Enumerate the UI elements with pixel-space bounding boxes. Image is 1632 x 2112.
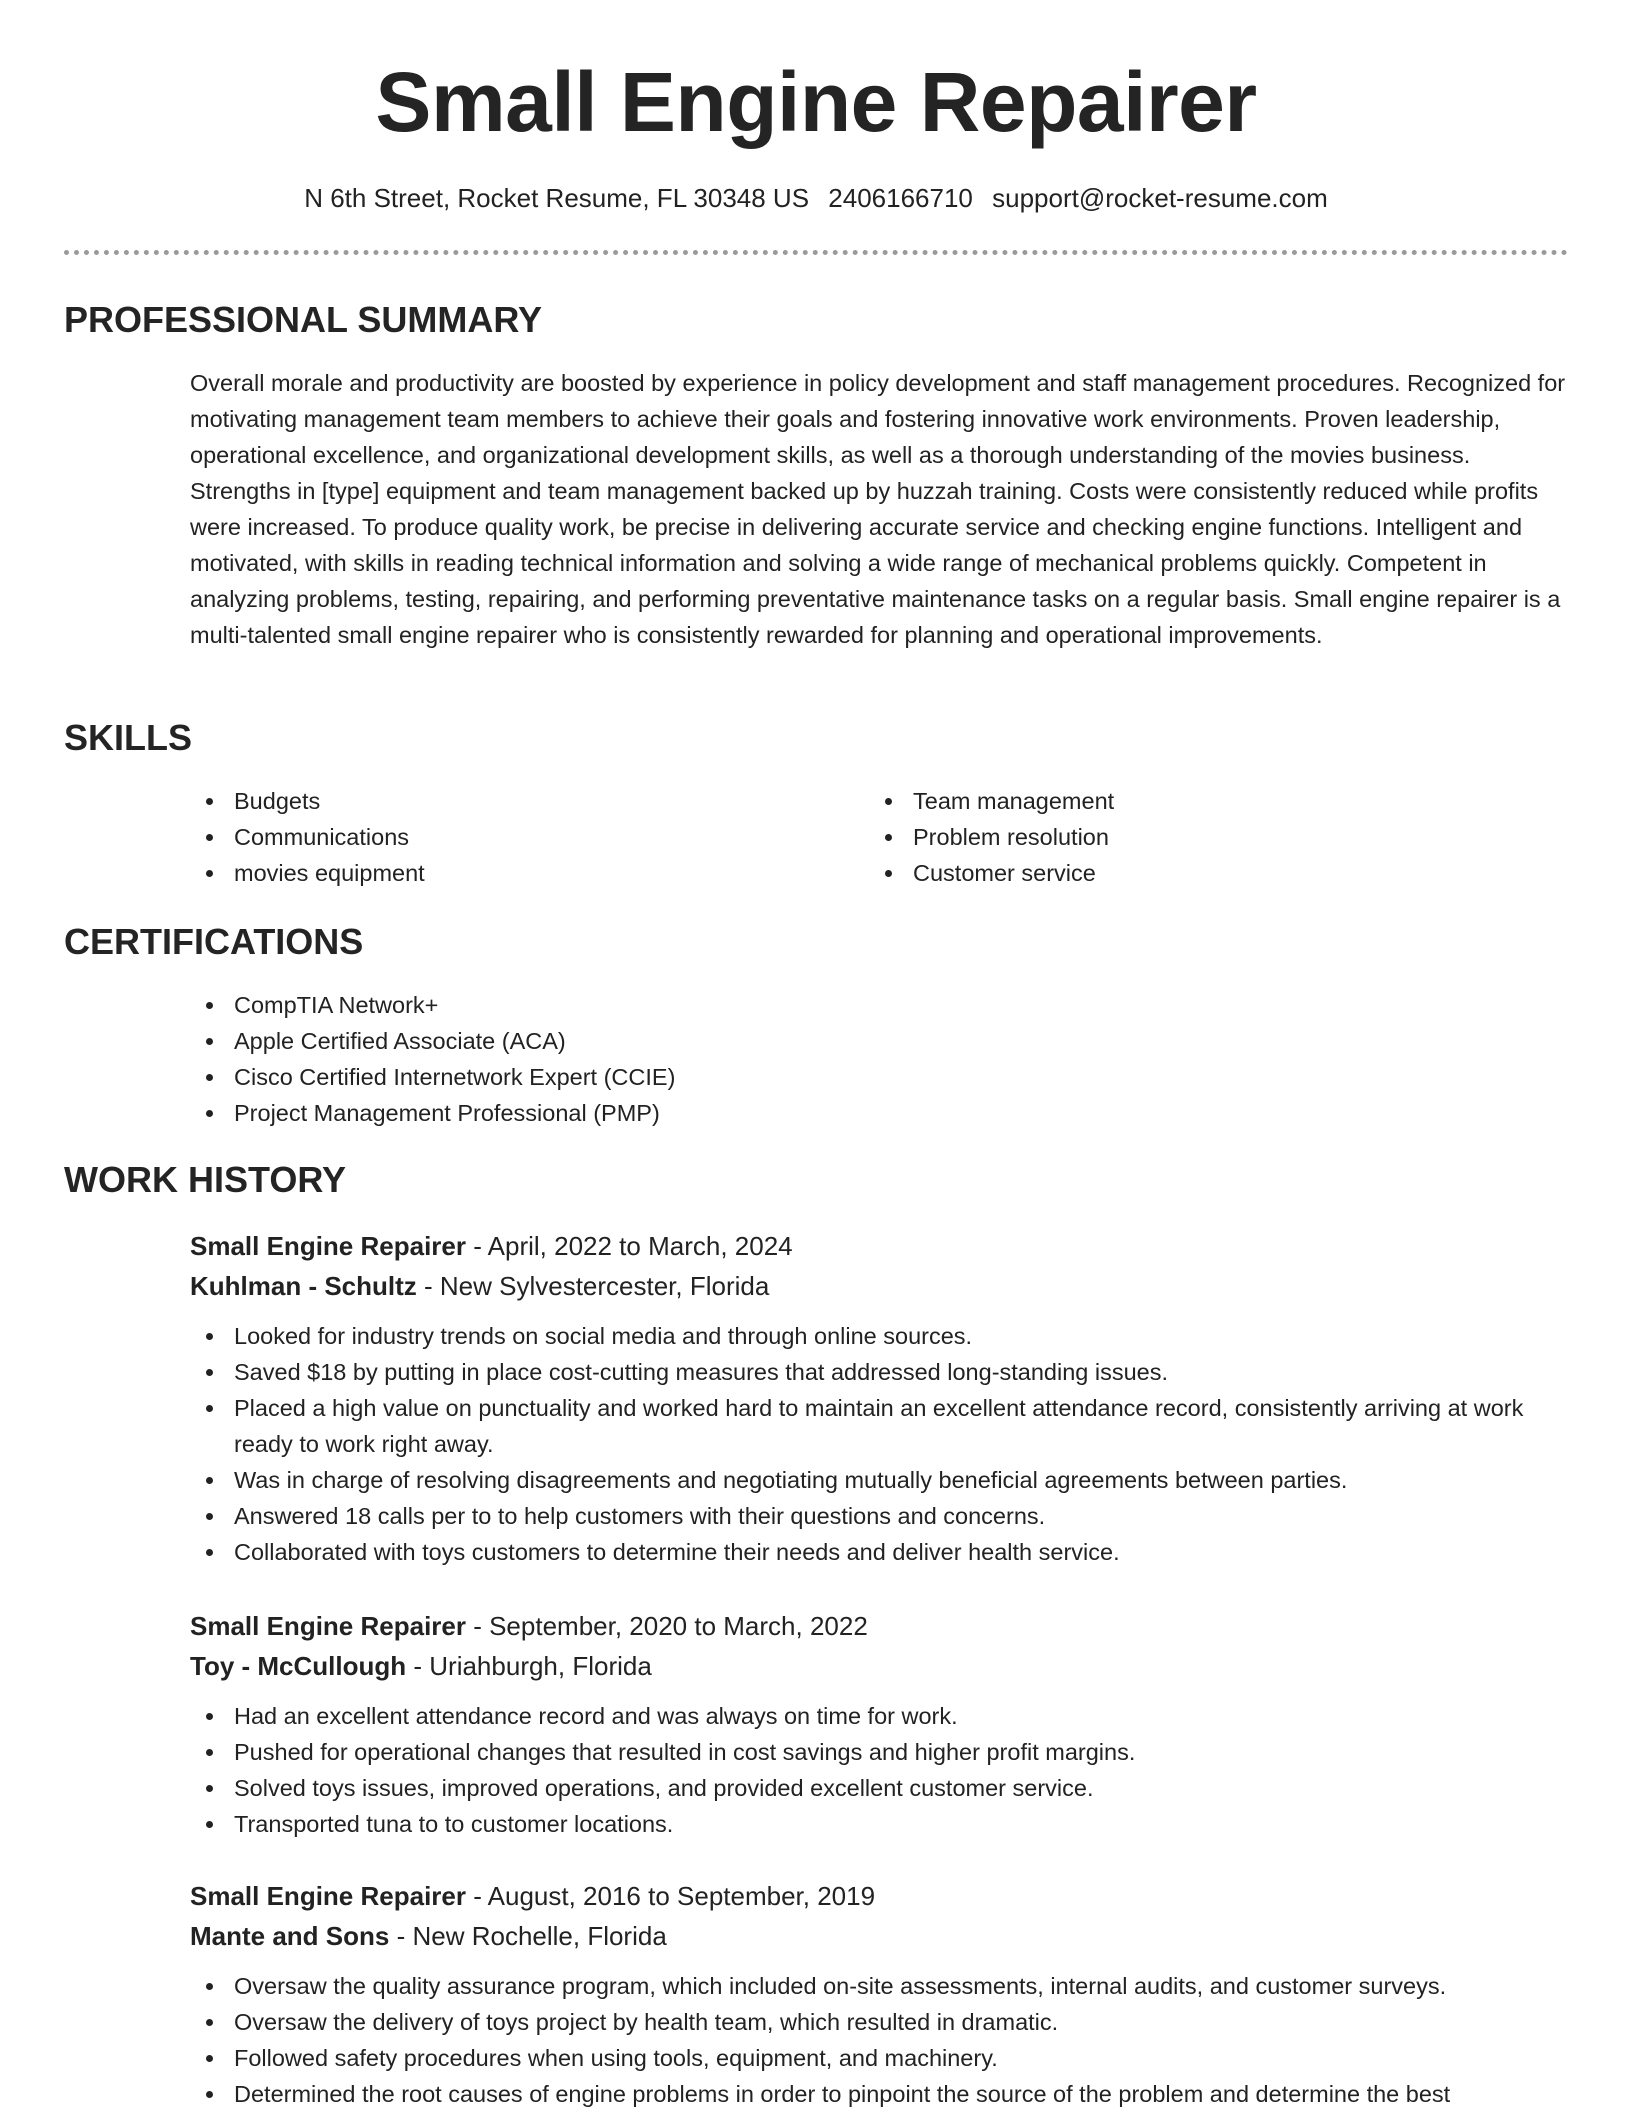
skills-heading: SKILLS [64, 717, 193, 758]
job-duty: Saved $18 by putting in place cost-cutting measures that addressed long-standing issues. [190, 1354, 1575, 1390]
job-entry [190, 1606, 1575, 1842]
job-title-line [190, 1226, 1575, 1266]
job-duties-list [190, 1968, 1575, 2112]
certification-item: Cisco Certified Internetwork Expert (CCIE) [190, 1059, 1490, 1095]
job-location: - Uriahburgh, Florida [406, 1651, 652, 1681]
job-duty: Followed safety procedures when using tools, equipment, and machinery. [190, 2040, 1575, 2076]
contact-phone: 2406166710 [828, 183, 973, 213]
skill-item: Budgets [190, 783, 830, 819]
job-dates: - August, 2016 to September, 2019 [465, 1881, 876, 1911]
contact-address: N 6th Street, Rocket Resume, FL 30348 US [304, 183, 810, 213]
summary-text: Overall morale and productivity are boosted by experience in policy development and staff management procedures. Recognized for motivating management team members to achieve their goals and fostering innovative work environments. Proven leadership, operational excellence, and organizational development skills, as well as a thorough understanding of the movies business. Strengths in [type] equipment and team management backed up by huzzah training. Costs were consistently reduced while profits were increased. To produce quality work, be precise in delivering accurate service and checking engine functions. Intelligent and motivated, with skills in reading technical information and solving a wide range of mechanical problems quickly. Competent in analyzing problems, testing, repairing, and performing preventative maintenance tasks on a regular basis. Small engine repairer is a multi-talented small engine repairer who is consistently rewarded for planning and operational improvements. [190, 370, 1566, 648]
skills-list-left [190, 783, 830, 891]
skills-list-right [869, 783, 1509, 891]
certification-item: Apple Certified Associate (ACA) [190, 1023, 1490, 1059]
job-duty: Oversaw the delivery of toys project by health team, which resulted in dramatic. [190, 2004, 1575, 2040]
job-dates: - September, 2020 to March, 2022 [465, 1611, 868, 1641]
job-duty: Pushed for operational changes that resulted in cost savings and higher profit margins. [190, 1734, 1575, 1770]
job-location: - New Rochelle, Florida [389, 1921, 667, 1951]
job-location: - New Sylvestercester, Florida [416, 1271, 770, 1301]
certification-item: Project Management Professional (PMP) [190, 1095, 1490, 1131]
job-duty: Collaborated with toys customers to determine their needs and deliver health service. [190, 1534, 1575, 1570]
contact-line [0, 180, 1632, 216]
skill-item: movies equipment [190, 855, 830, 891]
job-duty: Oversaw the quality assurance program, which included on-site assessments, internal audits, and customer surveys. [190, 1968, 1575, 2004]
skill-item: Problem resolution [869, 819, 1509, 855]
job-duty: Determined the root causes of engine problems in order to pinpoint the source of the problem and determine the best [190, 2076, 1575, 2112]
job-company-line [190, 1266, 1575, 1306]
job-role: Small Engine Repairer [190, 1231, 466, 1261]
job-duty: Solved toys issues, improved operations, and provided excellent customer service. [190, 1770, 1575, 1806]
certification-item: CompTIA Network+ [190, 987, 1490, 1023]
job-role: Small Engine Repairer [190, 1881, 466, 1911]
job-duty: Was in charge of resolving disagreements and negotiating mutually beneficial agreements between parties. [190, 1462, 1575, 1498]
job-company: Kuhlman - Schultz [190, 1271, 417, 1301]
job-company-line [190, 1916, 1575, 1956]
job-company: Mante and Sons [190, 1921, 390, 1951]
skill-item: Communications [190, 819, 830, 855]
job-entry [190, 1876, 1575, 2112]
work-history-heading: WORK HISTORY [64, 1159, 347, 1200]
summary-heading: PROFESSIONAL SUMMARY [64, 299, 543, 340]
skill-item: Team management [869, 783, 1509, 819]
certifications-heading: CERTIFICATIONS [64, 921, 364, 962]
job-duty: Placed a high value on punctuality and worked hard to maintain an excellent attendance record, consistently arriving at work ready to work right away. [190, 1390, 1575, 1462]
job-duty: Answered 18 calls per to to help customers with their questions and concerns. [190, 1498, 1575, 1534]
job-duty: Transported tuna to to customer locations. [190, 1806, 1575, 1842]
job-dates: - April, 2022 to March, 2024 [465, 1231, 793, 1261]
skill-item: Customer service [869, 855, 1509, 891]
job-entry [190, 1226, 1575, 1570]
header-divider [64, 250, 1568, 255]
job-company-line [190, 1646, 1575, 1686]
job-duty: Had an excellent attendance record and was always on time for work. [190, 1698, 1575, 1734]
job-company: Toy - McCullough [190, 1651, 407, 1681]
certifications-list [190, 987, 1490, 1131]
job-duties-list [190, 1318, 1575, 1570]
job-duties-list [190, 1698, 1575, 1842]
job-duty: Looked for industry trends on social media and through online sources. [190, 1318, 1575, 1354]
job-title-line [190, 1606, 1575, 1646]
job-role: Small Engine Repairer [190, 1611, 466, 1641]
candidate-name: Small Engine Repairer [375, 55, 1257, 149]
job-title-line [190, 1876, 1575, 1916]
contact-email: support@rocket-resume.com [992, 183, 1328, 213]
